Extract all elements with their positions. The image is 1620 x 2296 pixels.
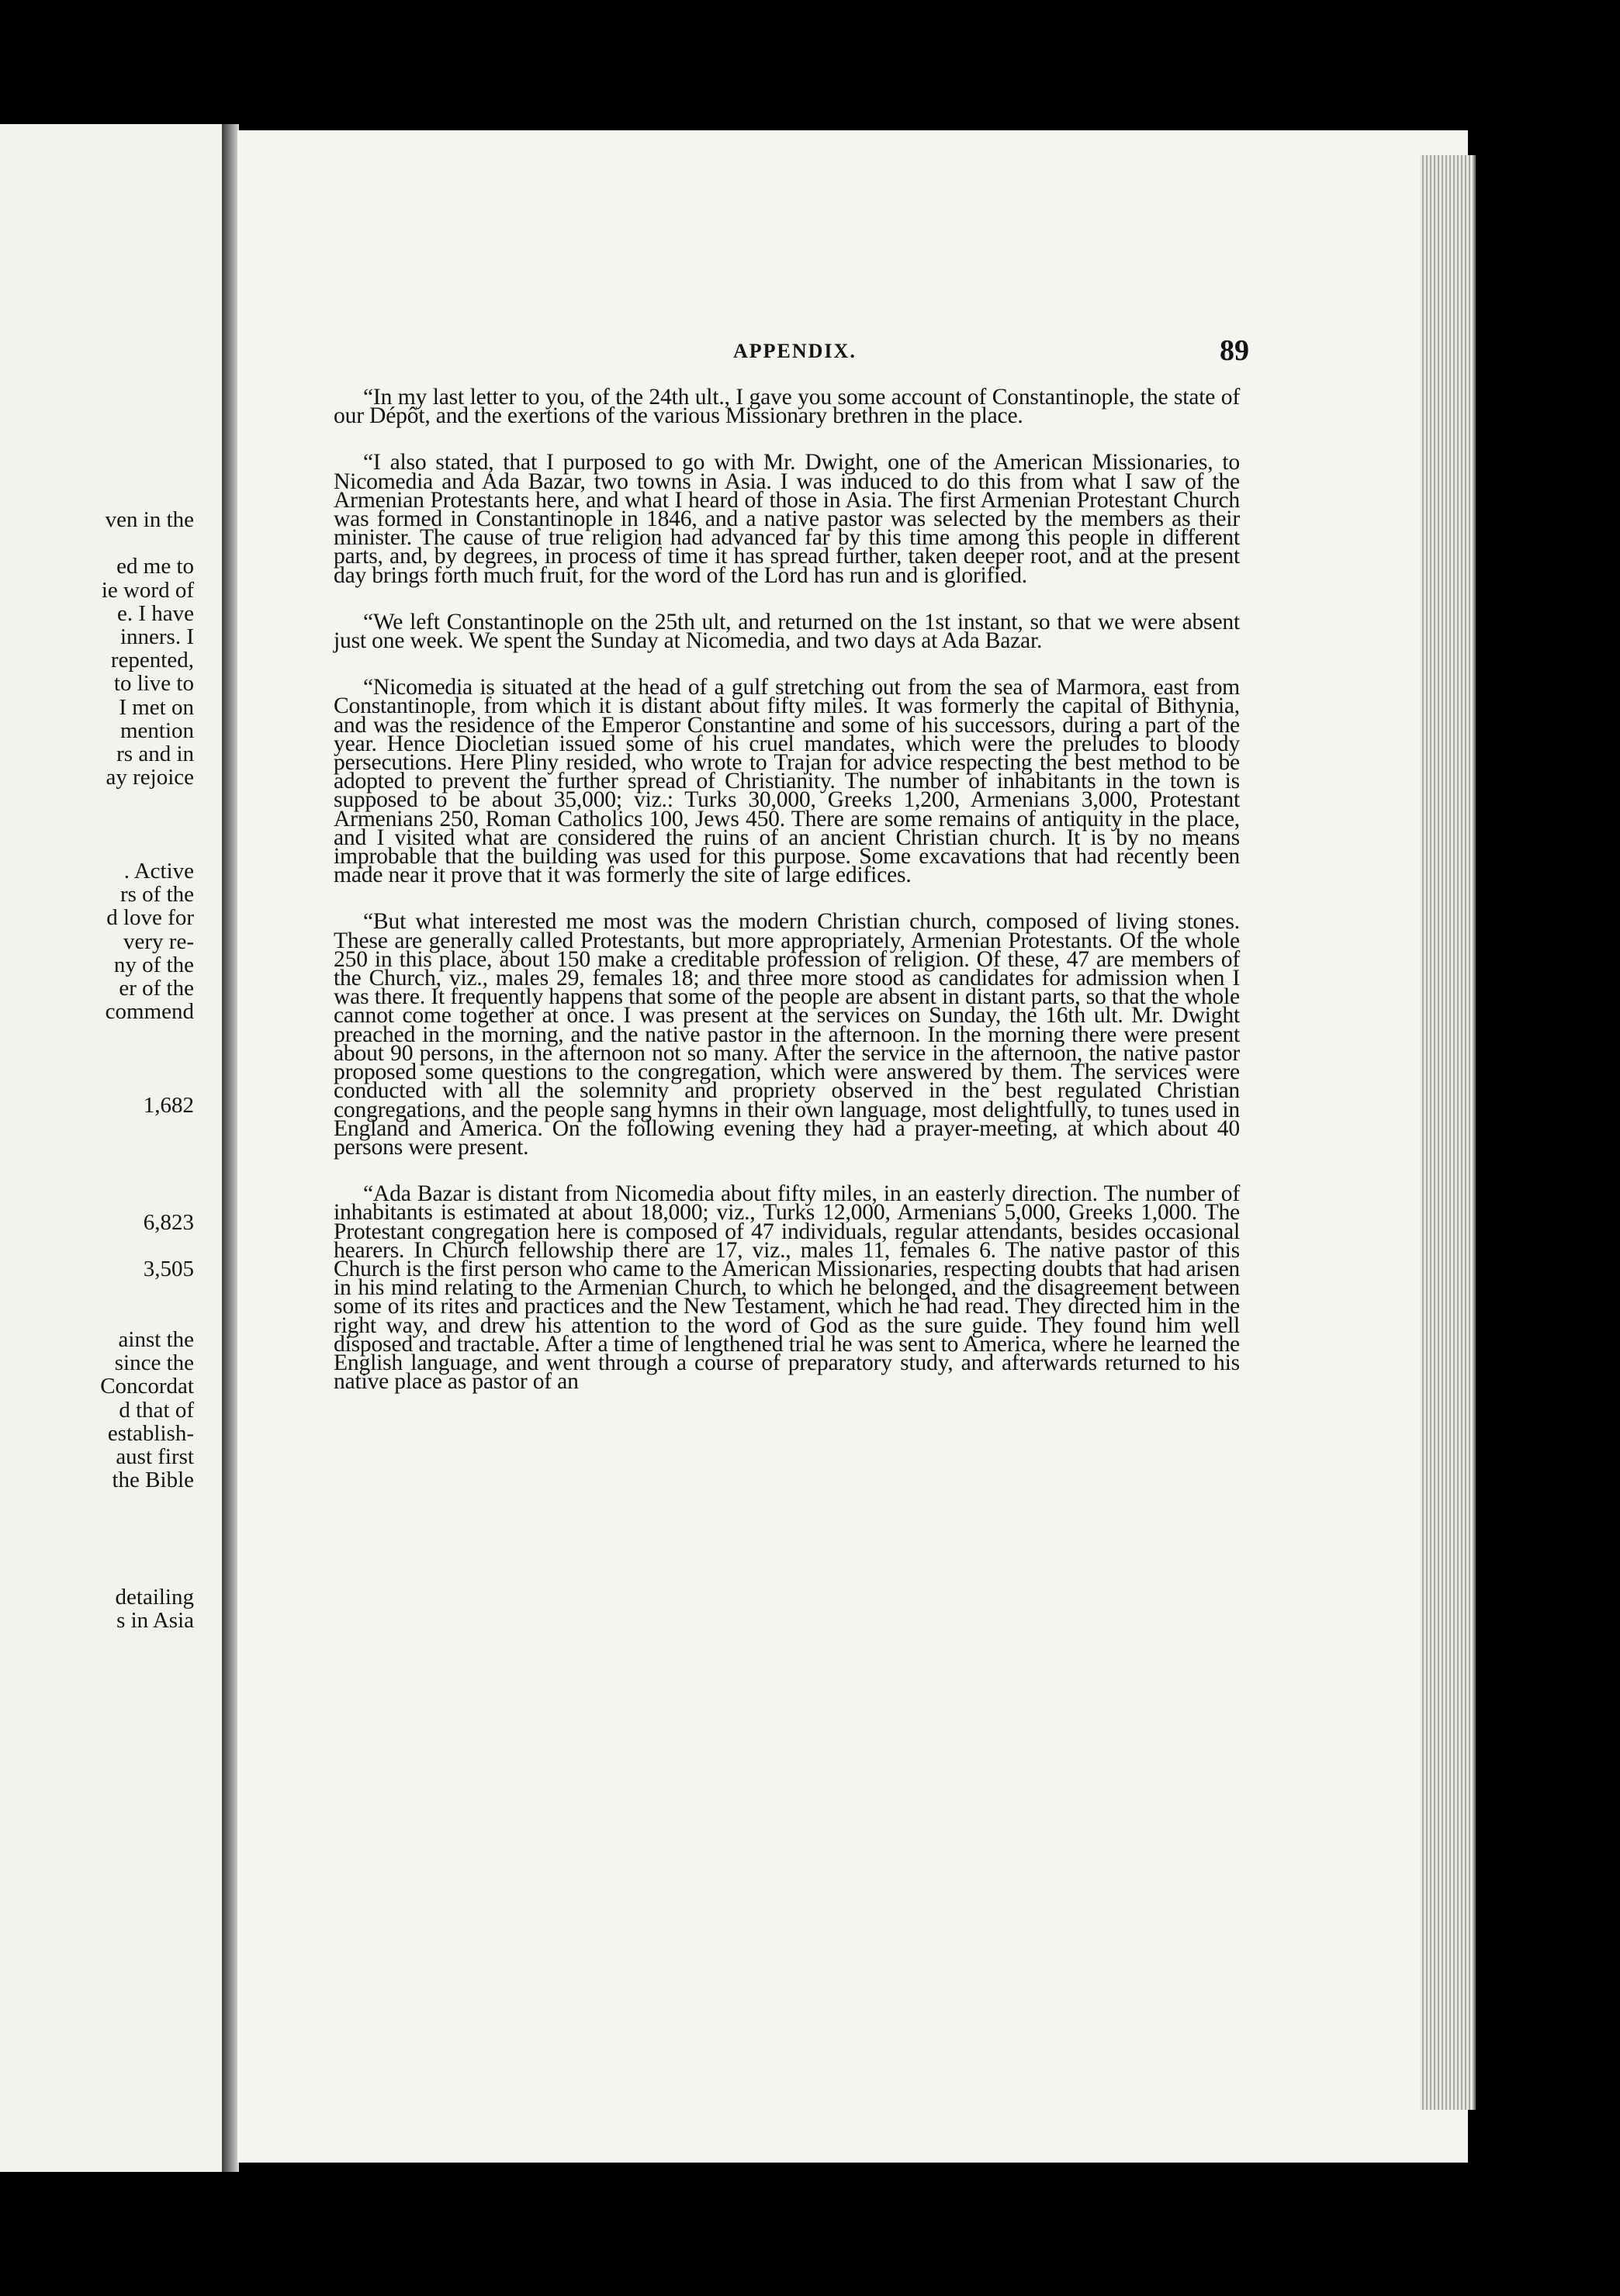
running-head: [334, 334, 1249, 372]
left-page-line: ny of the: [113, 952, 194, 977]
left-page-line: commend: [105, 999, 194, 1025]
left-page-line: rs of the: [119, 882, 194, 908]
left-page-line: e. I have: [116, 600, 194, 626]
left-page-line: 3,505: [143, 1257, 194, 1282]
left-page-line: ed me to: [116, 554, 194, 579]
left-page-line: Concordat: [100, 1374, 194, 1399]
left-page-line: d love for: [106, 905, 194, 931]
page-edges: [1420, 155, 1476, 2110]
left-page-line: rs and in: [116, 742, 194, 766]
running-head-title: APPENDIX.: [733, 340, 857, 362]
left-page-line: ie word of: [101, 577, 194, 603]
left-page-line: ainst the: [118, 1327, 194, 1352]
paragraph: “Nicomedia is situated at the head of a gulf stretching out from the sea of Marmora, east from Constantinople, from which it is distant about fifty miles. It was formerly the capital of Bithynia, and was the residence of the Emperor Constantine and some of his successors, during a part of the year. Hence Diocletian issued some of his cruel mandates, which were the preludes to bloody persecutions. Here Pliny resided, who wrote to Trajan for advice respecting the best method to be adopted to prevent the further spread of Christianity. The number of inhabitants in the town is supposed to be about 35,000; viz.: Turks 30,000, Greeks 1,200, Armenians 3,000, Protestant Armenians 250, Roman Catholics 100, Jews 450. There are some remains of antiquity in the place, and I visited what are considered the ruins of an ancient Christian church. It is by no means improbable that the building was used for this purpose. Some excavations that had recently been made near it prove that it was formerly the site of large edifices.: [334, 675, 1240, 888]
left-page-line: mention: [119, 718, 194, 743]
paragraph: “I also stated, that I purposed to go with Mr. Dwight, one of the American Missionaries, to Nicomedia and Ada Bazar, two towns in Asia. I was induced to do this from what I saw of the Armenian Protestants here, and what I heard of those in Asia. The first Armenian Protestant Church was formed in Constantinople in 1846, and a native pastor was selected by the members as their minister. The cause of true religion had advanced far by this time among this people in different parts, and, by degrees, in process of time it has spread further, taken deeper root, and at the present day brings forth much fruit, for the word of the Lord has run and is glorified.: [334, 450, 1240, 588]
left-page-line: 6,823: [143, 1210, 194, 1235]
left-page-line: the Bible: [112, 1468, 194, 1493]
left-page-line: aust first: [116, 1444, 194, 1469]
left-page-line: d that of: [119, 1397, 194, 1423]
left-page-line: to live to: [113, 671, 194, 697]
left-page-line: very re-: [123, 928, 194, 954]
body-text: [334, 385, 1240, 1419]
paragraph: “Ada Bazar is distant from Nicomedia about fifty miles, in an easterly direction. The number of inhabitants is estimated at about 18,000; viz., Turks 12,000, Armenians 5,000, Greeks 1,000. The Protestant congregation here is composed of 47 individuals, regular attendants, besides occasional hearers. In Church fellowship there are 17, viz., males 11, females 6. The native pastor of this Church is the first person who came to the American Missionaries, respecting doubts that had arisen in his mind relating to the Armenian Church, to which he belonged, and the disagreement between some of its rites and practices and the New Testament, which he had read. They directed him in the right way, and drew his attention to the word of God as the sure guide. They found him well disposed and tractable. After a time of lengthened trial he was sent to America, where he learned the English language, and went through a course of preparatory study, and afterwards returned to his native place as pastor of an: [334, 1181, 1240, 1395]
left-facing-page: [0, 124, 224, 2172]
page-number: 89: [1220, 334, 1249, 367]
left-page-line: repented,: [110, 648, 194, 673]
book-gutter: [222, 124, 239, 2172]
left-page-line: inners. I: [119, 624, 194, 649]
left-page-line: 1,682: [143, 1093, 194, 1118]
left-page-line: er of the: [119, 976, 194, 1001]
paragraph: “But what interested me most was the modern Christian church, composed of living stones. These are generally called Protestants, but more appropriately, Armenian Protestants. Of the whole 250 in this place, about 150 make a creditable profession of religion. Of these, 47 are members of the Church, viz., males 29, females 18; and three more stood as candidates for admission when I was there. It frequently happens that some of the people are absent in distant parts, so that the whole cannot come together at once. I was present at the services on Sunday, the 16th ult. Mr. Dwight preached in the morning, and the native pastor in the afternoon. In the morning there were present about 90 persons, in the afternoon not so many. After the service in the afternoon, the native pastor proposed some questions to the congregation, which were answered by them. The services were conducted with all the solemnity and propriety observed in the best regulated Christian congregations, and the people sang hymns in their own language, most delightfully, to tunes used in England and America. On the following evening they had a prayer-meeting, at which about 40 persons were present.: [334, 909, 1240, 1160]
paragraph: “We left Constantinople on the 25th ult, and returned on the 1st instant, so that we were absent just one week. We spent the Sunday at Nicomedia, and two days at Ada Bazar.: [334, 609, 1240, 654]
left-page-line: ven in the: [105, 507, 194, 532]
left-page-line: ay rejoice: [106, 765, 194, 790]
paragraph: “In my last letter to you, of the 24th ult., I gave you some account of Constantinople, the state of our Dépôt, and the exertions of the various Missionary brethren in the place.: [334, 385, 1240, 429]
left-page-line: s in Asia: [116, 1608, 194, 1634]
left-page-line: detailing: [115, 1585, 194, 1610]
left-page-line: establish-: [107, 1420, 194, 1446]
left-page-line: since the: [114, 1350, 194, 1376]
left-page-line: I met on: [119, 694, 194, 720]
left-page-line: . Active: [123, 859, 194, 883]
